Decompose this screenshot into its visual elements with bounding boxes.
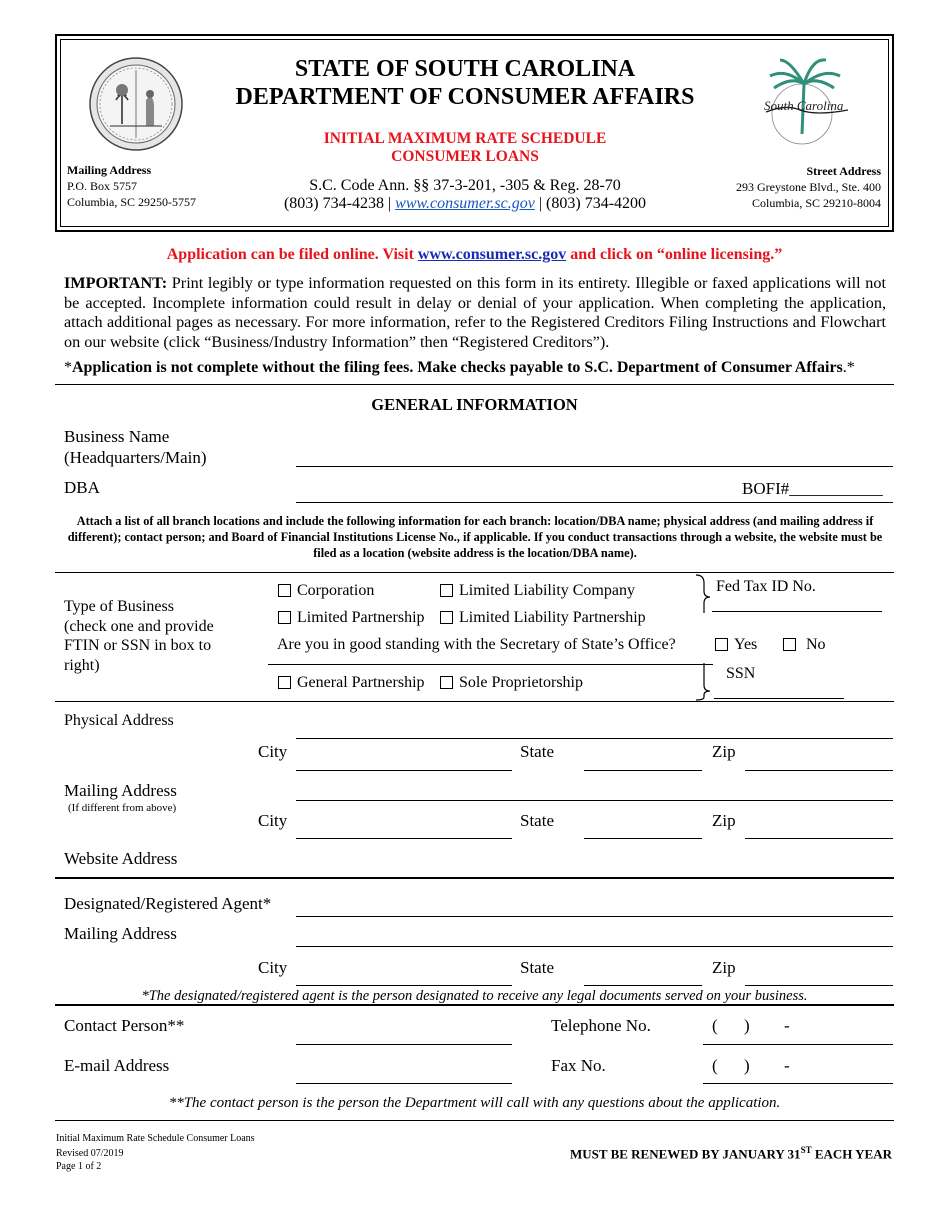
mailing-zip-field[interactable] [745, 838, 893, 839]
registered-agent-label: Designated/Registered Agent* [64, 894, 272, 913]
llp-checkbox[interactable] [440, 611, 453, 624]
phone-2: | (803) 734-4200 [538, 195, 647, 212]
online-notice [55, 246, 894, 264]
divider [55, 701, 894, 702]
form-title-2: CONSUMER LOANS [391, 148, 539, 165]
footer-revised: Revised 07/2019 [56, 1148, 124, 1159]
fees-prefix: * [64, 359, 72, 376]
ssn-label: SSN [726, 665, 756, 682]
online-notice-link[interactable]: www.consumer.sc.gov [417, 246, 567, 263]
type-of-business-line4: right) [64, 657, 100, 674]
fees-notice [64, 359, 855, 377]
state-title: STATE OF SOUTH CAROLINA [294, 56, 636, 82]
logo-text: South Carolina [764, 98, 844, 113]
agent-state-field[interactable] [584, 985, 702, 986]
website-link[interactable]: www.consumer.sc.gov [395, 195, 535, 212]
bofi-field[interactable]: BOFI#___________ [742, 479, 883, 498]
email-field[interactable] [296, 1083, 512, 1084]
divider [268, 664, 713, 665]
state-label: State [520, 958, 554, 977]
llc-label: Limited Liability Company [459, 582, 635, 599]
sole-prop-label: Sole Proprietorship [459, 674, 583, 691]
branch-attach-note: Attach a list of all branch locations and include the following information for each branch: location/DBA name; physical address (and mailing address if different); contact person; and Board of Financial Institutions License No., if applicable. If you conduct transactions through a website, the website must be filed as a location (website address is the location/DBA name). [67, 514, 883, 560]
corporation-label: Corporation [297, 582, 375, 599]
fed-tax-id-field[interactable] [712, 611, 882, 612]
form-title-1: INITIAL MAXIMUM RATE SCHEDULE [323, 130, 607, 147]
mailing-address-line1: P.O. Box 5757 [67, 179, 138, 193]
renewal-notice [570, 1145, 892, 1162]
important-text: Print legibly or type information requested on this form in its entirety. Illegible or faxed applications will not be accepted. Incomplete information could result in delay or denial of your application. When completing the application, attach additional pages as necessary. For more information, refer to the Registered Creditors Filing Instructions and Flowchart on our website (click “Business/Industry Information” then “Registered Creditors”). [64, 274, 886, 351]
llp-label: Limited Liability Partnership [459, 609, 646, 626]
telephone-area-open: ( [712, 1016, 718, 1035]
mailing-address-field[interactable] [296, 800, 893, 801]
physical-state-field[interactable] [584, 770, 702, 771]
fax-area-open: ( [712, 1056, 718, 1075]
fees-suffix: .* [842, 359, 855, 376]
business-name-sublabel: (Headquarters/Main) [64, 448, 207, 467]
dba-field[interactable] [296, 502, 893, 503]
mailing-address-line2: Columbia, SC 29250-5757 [67, 195, 197, 209]
code-reference: S.C. Code Ann. §§ 37-3-201, -305 & Reg. 28-70 [309, 177, 621, 194]
city-label: City [258, 958, 288, 977]
website-address-label: Website Address [64, 849, 178, 868]
state-label: State [520, 742, 554, 761]
good-standing-no-checkbox[interactable] [783, 638, 796, 651]
online-notice-suffix: and click on “online licensing.” [566, 246, 783, 263]
good-standing-yes-checkbox[interactable] [715, 638, 728, 651]
sole-prop-checkbox[interactable] [440, 676, 453, 689]
online-notice-prefix: Application can be filed online. Visit [166, 246, 418, 263]
telephone-label: Telephone No. [551, 1016, 651, 1035]
agent-city-field[interactable] [296, 985, 512, 986]
department-title: DEPARTMENT OF CONSUMER AFFAIRS [235, 84, 695, 110]
yes-label: Yes [734, 636, 758, 653]
business-name-label: Business Name [64, 427, 170, 446]
type-of-business-line2: (check one and provide [64, 618, 214, 635]
footer-page-number: Page 1 of 2 [56, 1161, 102, 1172]
fax-area-close: ) [744, 1056, 750, 1075]
llc-checkbox[interactable] [440, 584, 453, 597]
divider [55, 1004, 894, 1006]
contact-person-label: Contact Person** [64, 1016, 185, 1035]
lp-label: Limited Partnership [297, 609, 425, 626]
telephone-field[interactable] [703, 1044, 893, 1045]
important-label: IMPORTANT: [64, 274, 168, 292]
zip-label: Zip [712, 742, 736, 761]
type-of-business-line3: FTIN or SSN in box to [64, 637, 212, 654]
zip-label: Zip [712, 811, 736, 830]
mailing-city-field[interactable] [296, 838, 512, 839]
street-address-label: Street Address [806, 164, 881, 178]
email-label: E-mail Address [64, 1056, 170, 1075]
gp-checkbox[interactable] [278, 676, 291, 689]
fees-text: Application is not complete without the filing fees. Make checks payable to S.C. Department of Consumer Affairs [72, 359, 843, 376]
registered-agent-field[interactable] [296, 916, 893, 917]
contact-note: **The contact person is the person the Department will call with any questions about the application. [168, 1095, 781, 1111]
state-seal-icon [88, 56, 184, 152]
fax-dash: - [784, 1056, 790, 1075]
divider [55, 877, 894, 879]
divider [55, 384, 894, 385]
physical-city-field[interactable] [296, 770, 512, 771]
divider [55, 572, 894, 573]
divider [55, 1120, 894, 1121]
fed-tax-id-label: Fed Tax ID No. [716, 578, 816, 595]
contact-person-field[interactable] [296, 1044, 512, 1045]
physical-address-field[interactable] [296, 738, 893, 739]
bracket-icon [696, 573, 712, 701]
renewal-suffix: EACH YEAR [811, 1146, 892, 1162]
zip-label: Zip [712, 958, 736, 977]
dba-label: DBA [64, 478, 100, 497]
city-label: City [258, 811, 288, 830]
mailing-address-note: (If different from above) [68, 802, 177, 814]
mailing-state-field[interactable] [584, 838, 702, 839]
mailing-address-label-form: Mailing Address [64, 781, 177, 800]
telephone-dash: - [784, 1016, 790, 1035]
agent-mailing-address-field[interactable] [296, 946, 893, 947]
gp-label: General Partnership [297, 674, 425, 691]
corporation-checkbox[interactable] [278, 584, 291, 597]
agent-zip-field[interactable] [745, 985, 893, 986]
agent-mailing-address-label: Mailing Address [64, 924, 177, 943]
telephone-area-close: ) [744, 1016, 750, 1035]
ssn-field[interactable] [714, 698, 844, 699]
fax-field[interactable] [703, 1083, 893, 1084]
street-address-line2: Columbia, SC 29210-8004 [751, 196, 881, 210]
mailing-address-label: Mailing Address [67, 163, 152, 177]
physical-zip-field[interactable] [745, 770, 893, 771]
agent-note: *The designated/registered agent is the person designated to receive any legal documents served on your business. [141, 988, 808, 1004]
footer-form-name: Initial Maximum Rate Schedule Consumer Loans [56, 1133, 255, 1144]
renewal-prefix: MUST BE RENEWED BY JANUARY 31 [570, 1146, 801, 1162]
important-paragraph [64, 274, 886, 352]
good-standing-question: Are you in good standing with the Secretary of State’s Office? [277, 636, 676, 653]
city-label: City [258, 742, 288, 761]
street-address-line1: 293 Greystone Blvd., Ste. 400 [736, 180, 881, 194]
fax-label: Fax No. [551, 1056, 606, 1075]
renewal-sup: ST [800, 1145, 812, 1155]
no-label: No [806, 636, 826, 653]
state-label: State [520, 811, 554, 830]
business-name-field[interactable] [296, 466, 893, 467]
general-info-heading: GENERAL INFORMATION [371, 395, 578, 414]
phone-1: (803) 734-4238 | [283, 195, 392, 212]
physical-address-label: Physical Address [64, 712, 174, 729]
contact-line [200, 195, 730, 213]
lp-checkbox[interactable] [278, 611, 291, 624]
type-of-business-label: Type of Business [64, 598, 174, 615]
